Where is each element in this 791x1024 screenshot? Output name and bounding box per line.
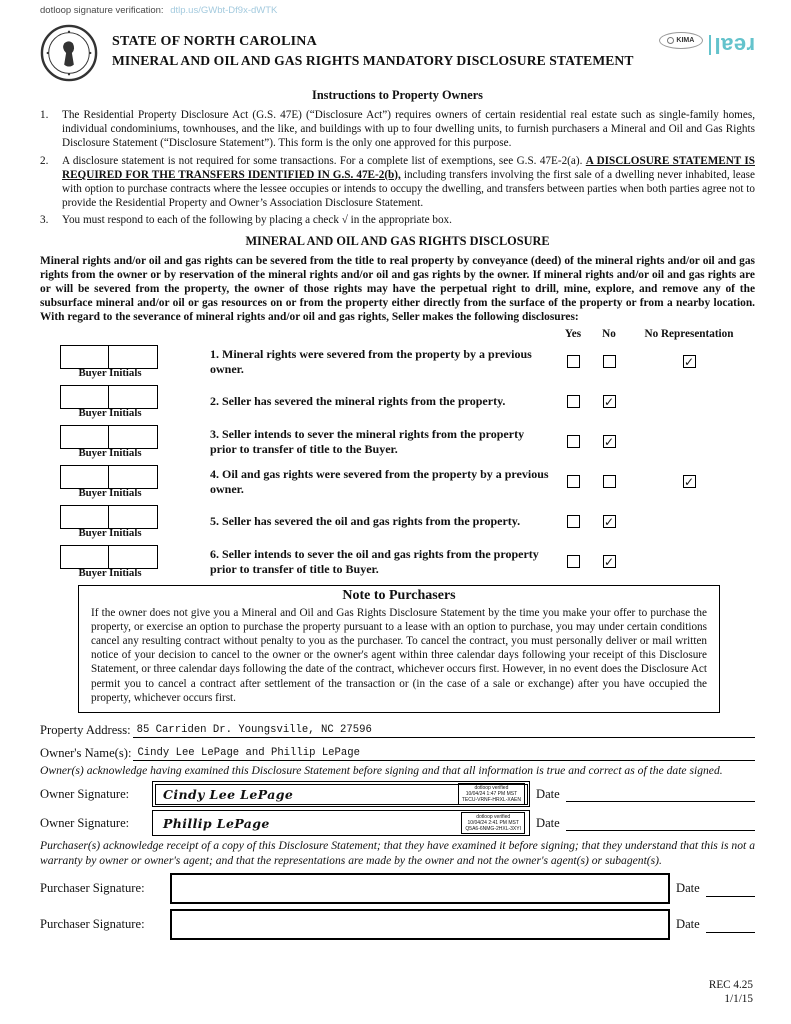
buyer-initial-box[interactable] [109, 345, 158, 369]
stamp-line: 10/04/24 1:47 PM MST [465, 791, 518, 798]
stamp-line: dotloop verified [476, 814, 511, 821]
checkbox-column-headers [40, 328, 755, 340]
date-label: Date [536, 786, 560, 801]
no-checkbox[interactable] [603, 355, 616, 368]
purchaser-signature-row-2 [40, 909, 755, 940]
verification-label: dotloop signature verification: [40, 5, 164, 16]
buyer-initial-box[interactable] [60, 505, 109, 529]
note-title: Note to Purchasers [342, 587, 456, 603]
owner-signature-label: Owner Signature: [40, 786, 130, 801]
column-header-yes: Yes [564, 327, 582, 340]
owner-names-label: Owner's Name(s): [40, 746, 132, 761]
column-header-spacer [40, 328, 555, 340]
property-address-label: Property Address: [40, 723, 131, 738]
buyer-initials-block [40, 505, 210, 539]
verification-link[interactable]: dtlp.us/GWbt-Df9x-dWTK [170, 5, 278, 16]
owner-signature-field[interactable] [152, 781, 530, 807]
note-text: If the owner does not give you a Mineral and Oil and Gas Rights Disclosure Statement by the time you make your offer to purchase the property, or exercise an option to purchase the property pursuant to a lease with an option to purchase, you may under certain conditions cancel any resulting contract without penalty to you as the purchaser. To cancel the contract, you must personally deliver or mail written notice of your decision to cancel to the owner or the owner's agent within three calendar days following your receipt of this Disclosure Statement, or three calendar days following the date of the contract, whichever occurs first. However, in no event does the Disclosure Act permit you to cancel a contract after settlement of the transaction or (in the case of a sale or exchange) after you have occupied the property, whichever occurs first. [91, 606, 707, 704]
buyer-initial-box[interactable] [60, 425, 109, 449]
buyer-initials-label: Buyer Initials [78, 486, 142, 499]
form-number: REC 4.25 [708, 979, 753, 991]
date-field[interactable] [706, 917, 755, 933]
kima-logo-icon [667, 37, 674, 44]
buyer-initials-label: Buyer Initials [78, 366, 142, 379]
buyer-initial-box[interactable] [60, 345, 109, 369]
dotloop-verified-stamp [461, 812, 525, 834]
yes-checkbox[interactable] [567, 435, 580, 448]
real-logo-bar [709, 35, 711, 55]
real-logo-text: real [713, 33, 755, 58]
disclosure-heading: MINERAL AND OIL AND GAS RIGHTS DISCLOSURE [245, 233, 550, 248]
no-checkbox[interactable] [603, 475, 616, 488]
disclosure-row-6 [40, 544, 755, 580]
disclosure-row-5 [40, 504, 755, 540]
no-checkbox[interactable]: ✓ [603, 554, 615, 569]
buyer-initial-box[interactable] [60, 465, 109, 489]
property-address-value[interactable]: 85 Carriden Dr. Youngsville, NC 27596 [133, 724, 755, 738]
owner-signature-field[interactable] [152, 810, 530, 836]
buyer-initials-block [40, 465, 210, 499]
buyer-initial-box[interactable] [109, 505, 158, 529]
nc-real-estate-commission-seal [40, 24, 98, 82]
yes-checkbox[interactable] [567, 515, 580, 528]
stamp-line: dotloop verified [474, 785, 509, 792]
item-text-post: including transfers involving the first sale of a dwelling never inhabited, lease with option to purchase contracts where the lessee occupies or intends to occupy the dwelling, and transfers between parties when both parties agree not to provide the Residential Property and Owner’s Association Disclosure Statement. [62, 168, 756, 210]
owner-signature-script: Cindy Lee LePage [163, 786, 294, 802]
stamp-line: TECU-VRNF-HRXL-XAEN [461, 797, 521, 804]
date-field[interactable] [566, 815, 755, 831]
instruction-item-3 [40, 213, 755, 227]
disclosure-intro: Mineral rights and/or oil and gas rights can be severed from the title to real property by conveyance (deed) of the mineral rights and/or oil and gas rights from the owner or by reservation of the mineral rights and/or oil and gas rights by the owner. If mineral rights and/or oil and gas rights are or will be severed from the property, the owner of those rights may have the perpetual right to drill, mine, explore, and remove any of the subsurface mineral and/or oil or gas resources on or from the property either directly from the surface of the property or from a nearby location. With regard to the severance of mineral rights and/or oil and gas rights, Seller makes the following disclosures: [40, 254, 755, 324]
buyer-initial-box[interactable] [60, 545, 109, 569]
date-field[interactable] [706, 881, 755, 897]
buyer-initials-block [40, 425, 210, 459]
title-block [112, 34, 659, 69]
stamp-line: Q5A6-6NMG-2HXL-3XYI [465, 826, 521, 833]
stamp-line: 10/04/24 2:41 PM MST [467, 820, 519, 827]
item-text-pre: A disclosure statement is not required for some transactions. For a complete list of exemptions, see G.S. 47E-2(a). [62, 154, 586, 167]
buyer-initial-box[interactable] [109, 385, 158, 409]
purchaser-signature-field[interactable] [170, 909, 670, 940]
disclosure-statement: 5. Seller has severed the oil and gas rights from the property. [210, 514, 521, 529]
owner-signature-label: Owner Signature: [40, 815, 130, 830]
dotloop-verified-stamp [458, 783, 525, 805]
buyer-initial-box[interactable] [60, 385, 109, 409]
item-number: 3. [40, 214, 49, 227]
kima-logo-text: KIMA [676, 37, 695, 44]
item-text-bold-underline: A DISCLOSURE STATEMENT IS REQUIRED FOR THE TRANSFERS IDENTIFIED IN G.S. 47E-2(b), [62, 154, 755, 181]
purchaser-acknowledgement: Purchaser(s) acknowledge receipt of a copy of this Disclosure Statement; that they have examined it before signing; that they understand that this is not a warranty by owner or owner's agent; and that the representations are made by the owner and not the owner's agent(s) or subagent(s). [40, 839, 755, 867]
instructions-heading: Instructions to Property Owners [312, 88, 483, 102]
buyer-initials-label: Buyer Initials [78, 406, 142, 419]
purchaser-signature-field[interactable] [170, 873, 670, 904]
buyer-initials-block [40, 385, 210, 419]
owner-signature-row-2 [40, 810, 755, 836]
item-number: 1. [40, 109, 49, 121]
disclosure-row-4 [40, 464, 755, 500]
date-field[interactable] [566, 786, 755, 802]
real-brokerage-logo [709, 32, 755, 58]
form-revision-footer [709, 978, 753, 1006]
owner-signature-script: Phillip LePage [163, 815, 270, 831]
buyer-initial-box[interactable] [109, 425, 158, 449]
owner-names-line [40, 746, 755, 761]
header-logos [659, 32, 755, 58]
buyer-initial-box[interactable] [109, 465, 158, 489]
yes-checkbox[interactable] [567, 395, 580, 408]
column-header-no-representation: No Representation [644, 327, 734, 340]
buyer-initials-label: Buyer Initials [78, 566, 142, 579]
kima-logo [659, 32, 703, 49]
item-text: You must respond to each of the following by placing a check √ in the appropriate box. [62, 214, 452, 227]
item-text [62, 154, 755, 211]
item-text: The Residential Property Disclosure Act (G.S. 47E) (“Disclosure Act”) requires owners of certain residential real estate such as single-family homes, individual condominiums, townhouses, and the like, and buildings with up to four dwelling units, to furnish purchasers a Mineral and Oil and Gas Rights Disclosure Statement (“Disclosure Statement”). This form is the only one approved for this purpose. [62, 109, 755, 150]
no-checkbox[interactable]: ✓ [603, 434, 615, 449]
purchaser-signature-label: Purchaser Signature: [40, 881, 145, 896]
yes-checkbox[interactable] [567, 475, 580, 488]
instruction-item-2 [40, 154, 755, 211]
owner-signature-row-1 [40, 781, 755, 807]
date-label: Date [536, 815, 560, 830]
document-title-line2: MINERAL AND OIL AND GAS RIGHTS MANDATORY DISCLOSURE STATEMENT [112, 53, 634, 68]
document-header [40, 24, 755, 84]
disclosure-row-3 [40, 424, 755, 460]
disclosure-statement: 4. Oil and gas rights were severed from the property by a previous owner. [210, 467, 549, 496]
disclosure-statement: 2. Seller has severed the mineral rights from the property. [210, 394, 506, 409]
owner-names-value[interactable]: Cindy Lee LePage and Phillip LePage [133, 747, 755, 761]
buyer-initials-block [40, 545, 210, 579]
no-representation-checkbox[interactable]: ✓ [683, 474, 695, 489]
buyer-initials-label: Buyer Initials [78, 446, 142, 459]
no-representation-checkbox[interactable]: ✓ [683, 354, 695, 369]
property-address-line [40, 723, 755, 738]
buyer-initials-block [40, 345, 210, 379]
date-label: Date [676, 917, 700, 932]
owner-acknowledgement: Owner(s) acknowledge having examined this Disclosure Statement before signing and that all information is true and correct as of the date signed. [40, 764, 723, 778]
no-checkbox[interactable]: ✓ [603, 514, 615, 529]
disclosure-statement: 1. Mineral rights were severed from the property by a previous owner. [210, 347, 532, 376]
instructions-list [40, 108, 755, 228]
buyer-initials-label: Buyer Initials [78, 526, 142, 539]
yes-checkbox[interactable] [567, 355, 580, 368]
disclosure-row-2 [40, 384, 755, 420]
column-header-no: No [602, 327, 616, 340]
instruction-item-1 [40, 108, 755, 151]
yes-checkbox[interactable] [567, 555, 580, 568]
purchaser-signature-label: Purchaser Signature: [40, 917, 145, 932]
date-label: Date [676, 881, 700, 896]
purchaser-signature-row-1 [40, 873, 755, 904]
disclosure-statement: 6. Seller intends to sever the oil and gas rights from the property prior to transfer of title to Buyer. [210, 547, 539, 576]
verification-line [40, 5, 755, 16]
document-title-line1: STATE OF NORTH CAROLINA [112, 34, 317, 49]
buyer-initial-box[interactable] [109, 545, 158, 569]
disclosure-statement: 3. Seller intends to sever the mineral rights from the property prior to transfer of title to the Buyer. [210, 427, 525, 456]
no-checkbox[interactable]: ✓ [603, 394, 615, 409]
note-to-purchasers-box [78, 585, 720, 713]
form-date: 1/1/15 [724, 993, 753, 1005]
item-number: 2. [40, 154, 49, 167]
disclosure-row-1 [40, 344, 755, 380]
